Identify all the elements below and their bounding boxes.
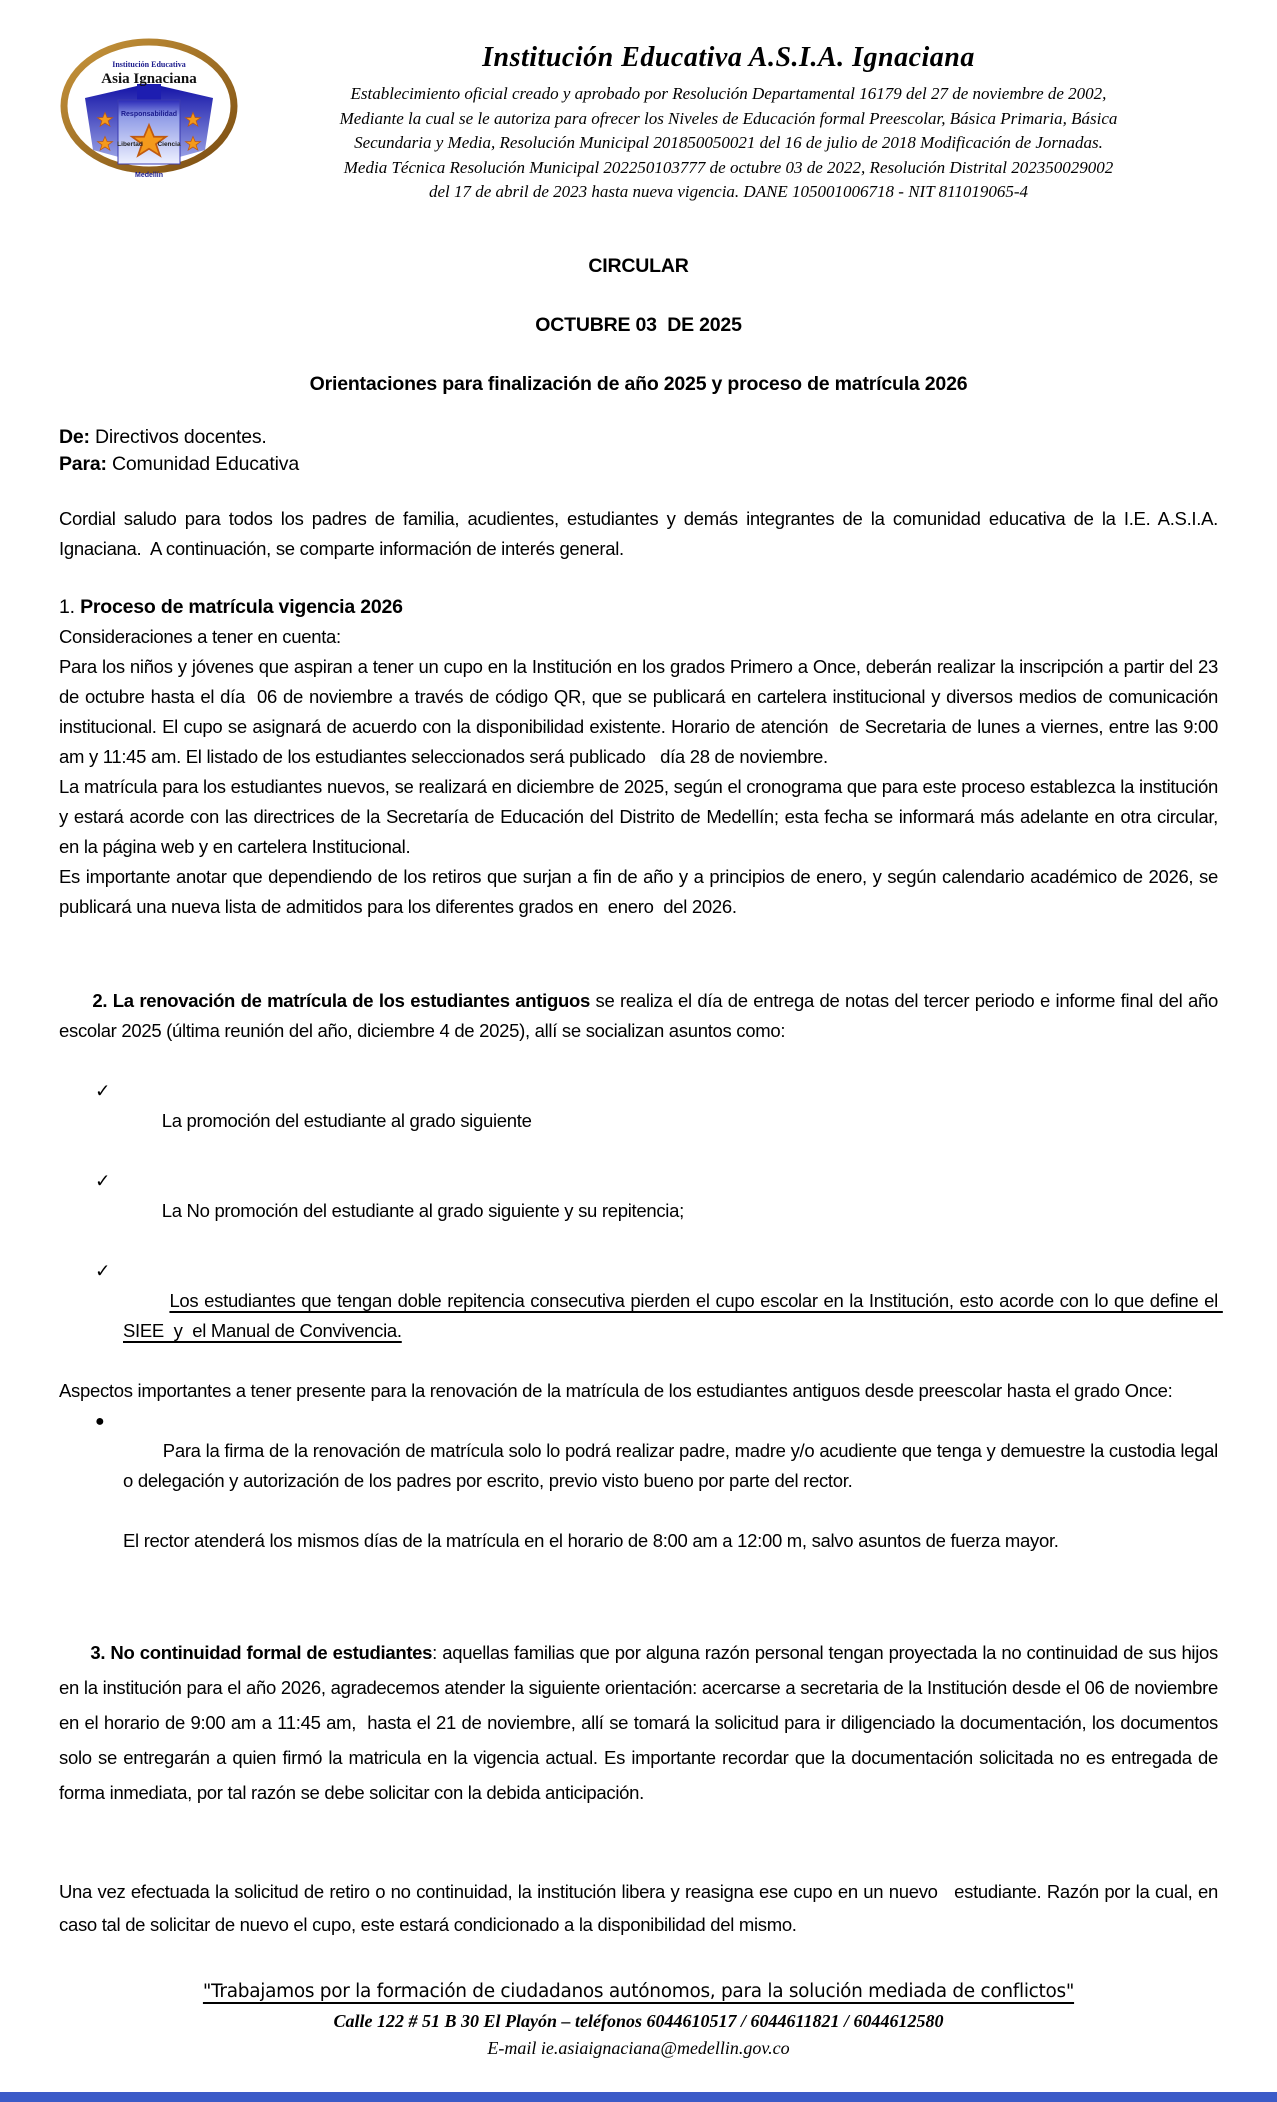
from-value: Directivos docentes. [89,425,267,448]
doc-kind-heading: CIRCULAR [588,254,689,277]
logo-school-name: Asia Ignaciana [101,71,197,87]
to-label: Para: [59,452,107,475]
checkmark-icon: ✓ [95,1169,111,1191]
letterhead-line: Establecimiento oficial creado y aprobado por Resolución Departamental 16179 del 27 de noviembre de 2002, [350,84,1107,103]
to-line [59,451,1218,478]
from-label: De: [59,425,90,448]
check-list-item-underlined: ✓ Los estudiantes que tengan doble repitencia consecutiva pierden el cupo escolar en la Institución, esto acorde con lo que define el SIEE y el Manual de Convivencia. [95,1256,1218,1376]
bottom-accent-bar [0,2092,1277,2102]
footer-email: E-mail ie.asiaignaciana@medellin.gov.co [487,2037,790,2058]
from-line [59,424,1218,451]
section-1-number: 1. [59,595,75,618]
to-value: Comunidad Educativa [106,452,299,475]
section-2-paragraph [59,956,1223,1076]
letterhead-line: Mediante la cual se le autoriza para ofrecer los Niveles de Educación formal Preescolar, Básica Primaria, Básica [339,108,1118,128]
checkmark-list [59,1076,1223,1376]
section-1-intro: Consideraciones a tener en cuenta: [59,625,341,647]
section-3-heading: 3. No continuidad formal de estudiantes [90,1641,433,1663]
doc-subject: Orientaciones para finalización de año 2025 y proceso de matrícula 2026 [309,372,968,395]
school-logo [59,34,239,182]
section-1-title: Proceso de matrícula vigencia 2026 [74,595,403,618]
check-list-item: ✓ La No promoción del estudiante al grado siguiente y su repitencia; [95,1166,1218,1256]
section-2-heading: 2. La renovación de matrícula de los estudiantes antiguos [92,989,590,1011]
section-1-paragraph-1: Para los niños y jóvenes que aspiran a tener un cupo en la Institución en los grados Primero a Once, deberán realizar la inscripción a partir del 23 de octubre hasta el día 06 de noviembre a través de código QR, que se publicará en cartelera institucional y diversos medios de comunicación institucional. El cupo se asignará de acuerdo con la disponibilidad existente. Horario de atención de Secretaria de lunes a viernes, entre las 9:00 am y 11:45 am. El listado de los estudiantes seleccionados será publicado día 28 de noviembre. [59,655,1223,767]
from-to-block [59,424,1218,478]
closing-paragraph: Una vez efectuada la solicitud de retiro o no continuidad, la institución libera y reasigna ese cupo en un nuevo estudiante. Razón por la cual, en caso tal de solicitar de nuevo el cupo, este estará condicionado a la disponibilidad del mismo. [59,1880,1223,1935]
logo-city: Medellín [134,172,164,179]
section-1-paragraph-2: La matrícula para los estudiantes nuevos, se realizará en diciembre de 2025, según el cronograma que para este proceso establezca la institución y estará acorde con las directrices de la Secretaría de Educación del Distrito de Medellín; esta fecha se informará más adelante en otra circular, en la página web y en cartelera Institucional. [59,775,1223,857]
section-1-heading [59,592,1218,622]
letterhead-line: Secundaria y Media, Resolución Municipal 201850050021 del 16 de julio de 2018 Modificación de Jornadas. [354,133,1103,152]
letterhead-line: del 17 de abril de 2023 hasta nueva vigencia. DANE 105001006718 - NIT 811019065-4 [428,182,1029,201]
letterhead-line: Media Técnica Resolución Municipal 202250103777 de octubre 03 de 2022, Resolución Distrital 202350029002 [343,157,1114,177]
letterhead-text [239,34,1218,205]
section-2-aspects: Aspectos importantes a tener presente para la renovación de la matrícula de los estudiantes antiguos desde preescolar hasta el grado Once: [59,1379,1173,1401]
section-3-paragraph [59,1600,1223,1845]
footer-address: Calle 122 # 51 B 30 El Playón – teléfonos 6044610517 / 6044611821 / 6044612580 [333,2010,944,2031]
bullet-list-item: ● Para la firma de la renovación de matrícula solo lo podrá realizar padre, madre y/o acudiente que tenga y demuestre la custodia legal o delegación y autorización de los padres por escrito, previo visto bueno por parte del rector. [95,1406,1218,1526]
check-list-item: ✓ La promoción del estudiante al grado siguiente [95,1076,1218,1166]
doc-date: OCTUBRE 03 DE 2025 [535,313,742,336]
section-3-heading-rest: : aquellas familias que por alguna razón personal tengan proyectada la no continuidad de sus hijos en la institución para el año 2026, agradecemos atender la siguiente orientación: acercarse a secretaria de la Institución desde el 06 de noviembre en el horario de 9:00 am a 11:45 am, hasta el 21 de noviembre, allí se tomará la solicitud para ir diligenciado la documentación, los documentos solo se entregarán a quien firmó la matricula en la vigencia actual. Es importante recordar que la documentación solicitada no es entregada de forma inmediata, por tal razón se debe solicitar con la debida anticipación. [59,1641,1223,1803]
logo-value-top: Responsabilidad [120,111,178,118]
institution-name: Institución Educativa A.S.I.A. Ignaciana [482,42,975,73]
bullet-icon: ● [95,1412,105,1430]
bullet-list [59,1406,1223,1526]
section-2-heading-rest: se realiza el día de entrega de notas del tercer periodo e informe final del año escolar 2025 (última reunión del año, diciembre 4 de 2025), allí se socializan asuntos como: [59,989,1223,1041]
logo-value-right: Ciencia [157,141,181,148]
checkmark-icon: ✓ [95,1259,111,1281]
school-motto: "Trabajamos por la formación de ciudadanos autónomos, para la solución mediada de conflictos" [202,1980,1075,2002]
letterhead [59,34,1218,205]
logo-top-label: Institución Educativa [112,60,186,69]
greeting-paragraph: Cordial saludo para todos los padres de familia, acudientes, estudiantes y demás integrantes de la comunidad educativa de la I.E. A.S.I.A. Ignaciana. A continuación, se comparte información de interés general. [59,507,1223,559]
page-footer [59,1981,1218,2059]
checkmark-icon: ✓ [95,1079,111,1101]
bullet-continuation: El rector atenderá los mismos días de la matrícula en el horario de 8:00 am a 12:00 m, salvo asuntos de fuerza mayor. [123,1529,1059,1551]
school-crest-icon [59,34,239,182]
logo-value-left: Libertad [117,141,143,148]
section-1-paragraph-3: Es importante anotar que dependiendo de los retiros que surjan a fin de año y a principios de enero, y según calendario académico de 2026, se publicará una nueva lista de admitidos para los diferentes grados en enero del 2026. [59,865,1223,917]
